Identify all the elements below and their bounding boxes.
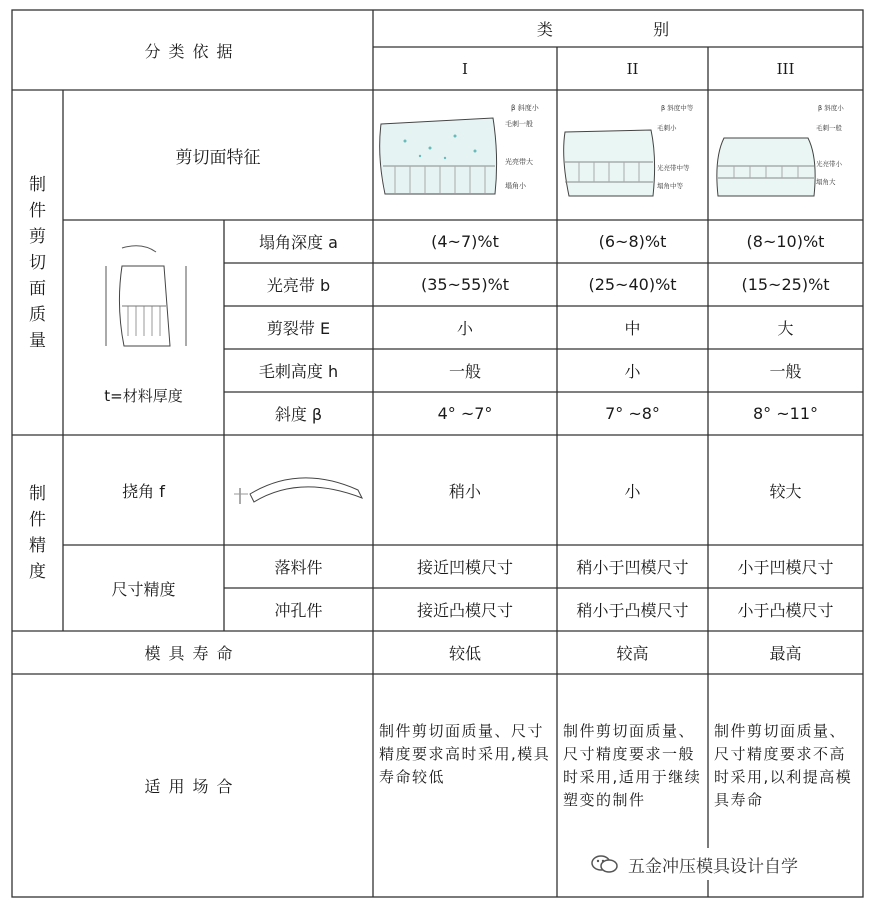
section-precision-title: 制 件 精 度	[29, 484, 46, 582]
blank-value-2: 稍小于凹模尺寸	[576, 558, 689, 577]
row-label-burr: 毛刺高度 h	[258, 362, 339, 381]
warp-figure	[230, 466, 370, 514]
sketch-2-label-4: 塌角中等	[657, 182, 683, 190]
wechat-icon	[590, 853, 620, 875]
sketch-1-label-4: 塌角小	[505, 182, 526, 190]
slope-value-2: 7° ~8°	[605, 404, 660, 423]
shear-face-sketch-2	[559, 96, 707, 216]
burr-value-3: 一般	[769, 362, 802, 381]
figure-caption: t=材料厚度	[104, 386, 183, 405]
row-label-slope: 斜度 β	[274, 405, 323, 424]
sketch-3-label-4: 塌角大	[816, 178, 836, 186]
burr-value-1: 一般	[448, 362, 481, 381]
type-header-3: III	[776, 59, 795, 78]
die-life-value-1: 较低	[448, 644, 481, 663]
type-header-2: II	[626, 59, 639, 78]
cross-section-figure	[92, 236, 202, 356]
application-label: 适用场合	[144, 777, 241, 796]
sketch-1-label-2: 毛刺一般	[505, 120, 533, 128]
die-life-value-2: 较高	[616, 644, 649, 663]
blank-value-3: 小于凹模尺寸	[737, 558, 834, 577]
pierce-value-2: 稍小于凸模尺寸	[576, 601, 689, 620]
warp-value-3: 较大	[769, 481, 802, 501]
shear-face-sketch-3	[710, 96, 862, 216]
burnish-value-3: (15~25)%t	[741, 275, 830, 294]
dim-accuracy-label: 尺寸精度	[111, 579, 176, 599]
fracture-value-2: 中	[624, 319, 641, 338]
shear-face-label: 剪切面特征	[175, 147, 261, 168]
fracture-value-3: 大	[777, 319, 794, 338]
section-quality-title: 制 件 剪 切 面 质 量	[29, 174, 46, 351]
rollover-value-2: (6~8)%t	[598, 232, 667, 251]
warp-label: 挠角 f	[122, 481, 165, 501]
sketch-3-label-2: 毛刺一般	[816, 124, 842, 132]
sketch-1-label-3: 光亮带大	[505, 158, 533, 166]
fracture-value-1: 小	[456, 319, 473, 338]
sketch-2-label-3: 光亮带中等	[657, 164, 690, 172]
sketch-1-label-1: β 斜度小	[511, 104, 539, 112]
blank-value-1: 接近凹模尺寸	[416, 558, 513, 577]
category-header: 类 别	[536, 20, 700, 39]
shear-face-sketch-1	[375, 96, 555, 216]
rollover-value-3: (8~10)%t	[746, 232, 825, 251]
burnish-value-2: (25~40)%t	[588, 275, 677, 294]
sketch-2-label-2: 毛刺小	[657, 124, 677, 132]
row-label-rollover: 塌角深度 a	[259, 233, 338, 252]
slope-value-1: 4° ~7°	[437, 404, 493, 423]
row-label-blank: 落料件	[274, 558, 323, 577]
die-life-label: 模具寿命	[144, 644, 241, 663]
warp-value-1: 稍小	[448, 481, 481, 501]
watermark-text: 五金冲压模具设计自学	[628, 856, 798, 877]
type-header-1: I	[462, 59, 468, 78]
application-value-3: 制件剪切面质量、尺寸精度要求不高时采用,以利提高模具寿命	[714, 722, 853, 809]
pierce-value-1: 接近凸模尺寸	[416, 601, 513, 620]
watermark	[590, 848, 860, 880]
row-label-burnish: 光亮带 b	[266, 276, 331, 295]
row-label-fracture: 剪裂带 E	[266, 319, 331, 338]
sketch-3-label-1: β 斜度小	[818, 104, 844, 112]
sketch-3-label-3: 光亮带小	[816, 160, 842, 168]
pierce-value-3: 小于凸模尺寸	[737, 601, 834, 620]
basis-header: 分类依据	[144, 41, 241, 61]
rollover-value-1: (4~7)%t	[431, 232, 499, 251]
warp-value-2: 小	[624, 481, 641, 501]
die-life-value-3: 最高	[769, 644, 802, 663]
application-value-2: 制件剪切面质量、尺寸精度要求一般时采用,适用于继续塑变的制件	[563, 722, 702, 809]
sketch-2-label-1: β 斜度中等	[661, 104, 694, 112]
slope-value-3: 8° ~11°	[752, 404, 819, 423]
application-value-1: 制件剪切面质量、尺寸精度要求高时采用,模具寿命较低	[379, 722, 551, 786]
burr-value-2: 小	[624, 362, 641, 381]
burnish-value-1: (35~55)%t	[420, 275, 510, 294]
row-label-pierce: 冲孔件	[274, 601, 323, 620]
